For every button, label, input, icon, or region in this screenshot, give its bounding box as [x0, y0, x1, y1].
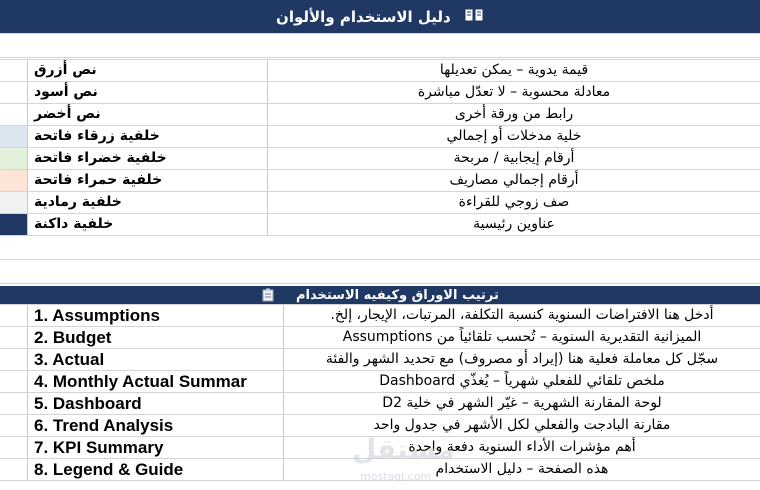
- legend-label: خلفية داكنة: [28, 214, 268, 235]
- sheet-row[interactable]: [0, 305, 760, 327]
- sheet-name: 5. Dashboard: [28, 393, 284, 414]
- legend-label: خلفية حمراء فاتحة: [28, 170, 268, 191]
- row-spacer-cell: [0, 437, 28, 458]
- book-icon: [464, 1, 484, 35]
- sheet-description: ملخص تلقائي للفعلي شهرياً – يُغذّي Dashboard: [379, 373, 665, 389]
- sheet-row[interactable]: [0, 393, 760, 415]
- row-spacer-cell: [0, 305, 28, 326]
- sheet-row[interactable]: [0, 371, 760, 393]
- empty-row[interactable]: [0, 260, 760, 284]
- sheet-name: 7. KPI Summary: [28, 437, 284, 458]
- legend-label: نص أخضر: [28, 104, 268, 125]
- legend-row[interactable]: [0, 170, 760, 192]
- legend-label: خلفية زرقاء فاتحة: [28, 126, 268, 147]
- sheet-description: أدخل هنا الافتراضات السنوية كنسبة التكلفة، المرتبات، الإيجار، إلخ.: [330, 307, 714, 323]
- legend-swatch: [0, 126, 28, 147]
- legend-label: خلفية خضراء فاتحة: [28, 148, 268, 169]
- title-banner: [0, 0, 760, 34]
- row-spacer-cell: [0, 371, 28, 392]
- row-spacer-cell: [0, 459, 28, 480]
- legend-swatch: [0, 170, 28, 191]
- sheet-row[interactable]: [0, 349, 760, 371]
- legend-description: رابط من ورقة أخرى: [454, 106, 574, 122]
- legend-row[interactable]: [0, 104, 760, 126]
- row-spacer-cell: [0, 327, 28, 348]
- legend-label: نص أسود: [28, 82, 268, 103]
- legend-row[interactable]: [0, 60, 760, 82]
- sheet-name: 4. Monthly Actual Summar: [28, 371, 284, 392]
- sheet-description: الميزانية التقديرية السنوية – تُحسب تلقائياً من Assumptions: [342, 329, 702, 345]
- sheet-description: لوحة المقارنة الشهرية – غيّر الشهر في خلية D2: [382, 395, 662, 411]
- legend-label: نص أزرق: [28, 60, 268, 81]
- title-banner-text: دليل الاستخدام والألوان: [276, 8, 451, 26]
- legend-swatch: [0, 214, 28, 235]
- sheet-description: مقارنة البادجت والفعلي لكل الأشهر في جدول واحد: [373, 417, 671, 433]
- legend-swatch: [0, 148, 28, 169]
- sheet-row[interactable]: [0, 327, 760, 349]
- watermark-logo: مستقل: [352, 433, 455, 466]
- legend-description: أرقام إجمالي مصاريف: [449, 172, 579, 188]
- sheet-name: 1. Assumptions: [28, 305, 284, 326]
- row-spacer-cell: [0, 349, 28, 370]
- sheet-name: 3. Actual: [28, 349, 284, 370]
- sheet-description: هذه الصفحة – دليل الاستخدام: [435, 461, 609, 477]
- legend-description: معادلة محسوبة – لا تعدّل مباشرة: [417, 84, 611, 100]
- sheets-banner-text: ترتيب الاوراق وكيفيه الاستخدام: [296, 288, 499, 303]
- sheet-name: 8. Legend & Guide: [28, 459, 284, 480]
- sheets-banner: [0, 286, 760, 305]
- legend-description: صف زوجي للقراءة: [458, 194, 570, 210]
- sheet-description: أهم مؤشرات الأداء السنوية دفعة واحدة: [408, 439, 636, 455]
- legend-description: خلية مدخلات أو إجمالي: [446, 128, 582, 144]
- sheet-name: 2. Budget: [28, 327, 284, 348]
- legend-swatch: [0, 82, 28, 103]
- legend-row[interactable]: [0, 214, 760, 236]
- watermark-url: mostaql.com: [360, 470, 432, 483]
- legend-description: عناوين رئيسية: [473, 216, 555, 232]
- row-spacer-cell: [0, 415, 28, 436]
- legend-row[interactable]: [0, 148, 760, 170]
- legend-label: خلفية رمادية: [28, 192, 268, 213]
- legend-row[interactable]: [0, 82, 760, 104]
- row-spacer-cell: [0, 393, 28, 414]
- legend-swatch: [0, 60, 28, 81]
- empty-row[interactable]: [0, 34, 760, 58]
- legend-description: أرقام إيجابية / مربحة: [453, 150, 575, 166]
- legend-row[interactable]: [0, 192, 760, 214]
- sheet-name: 6. Trend Analysis: [28, 415, 284, 436]
- sheet-description: سجّل كل معاملة فعلية هنا (إيراد أو مصروف) مع تحديد الشهر والفئة: [325, 351, 719, 367]
- legend-description: قيمة يدوية – يمكن تعديلها: [439, 62, 589, 78]
- legend-row[interactable]: [0, 126, 760, 148]
- empty-row[interactable]: [0, 236, 760, 260]
- legend-swatch: [0, 192, 28, 213]
- legend-swatch: [0, 104, 28, 125]
